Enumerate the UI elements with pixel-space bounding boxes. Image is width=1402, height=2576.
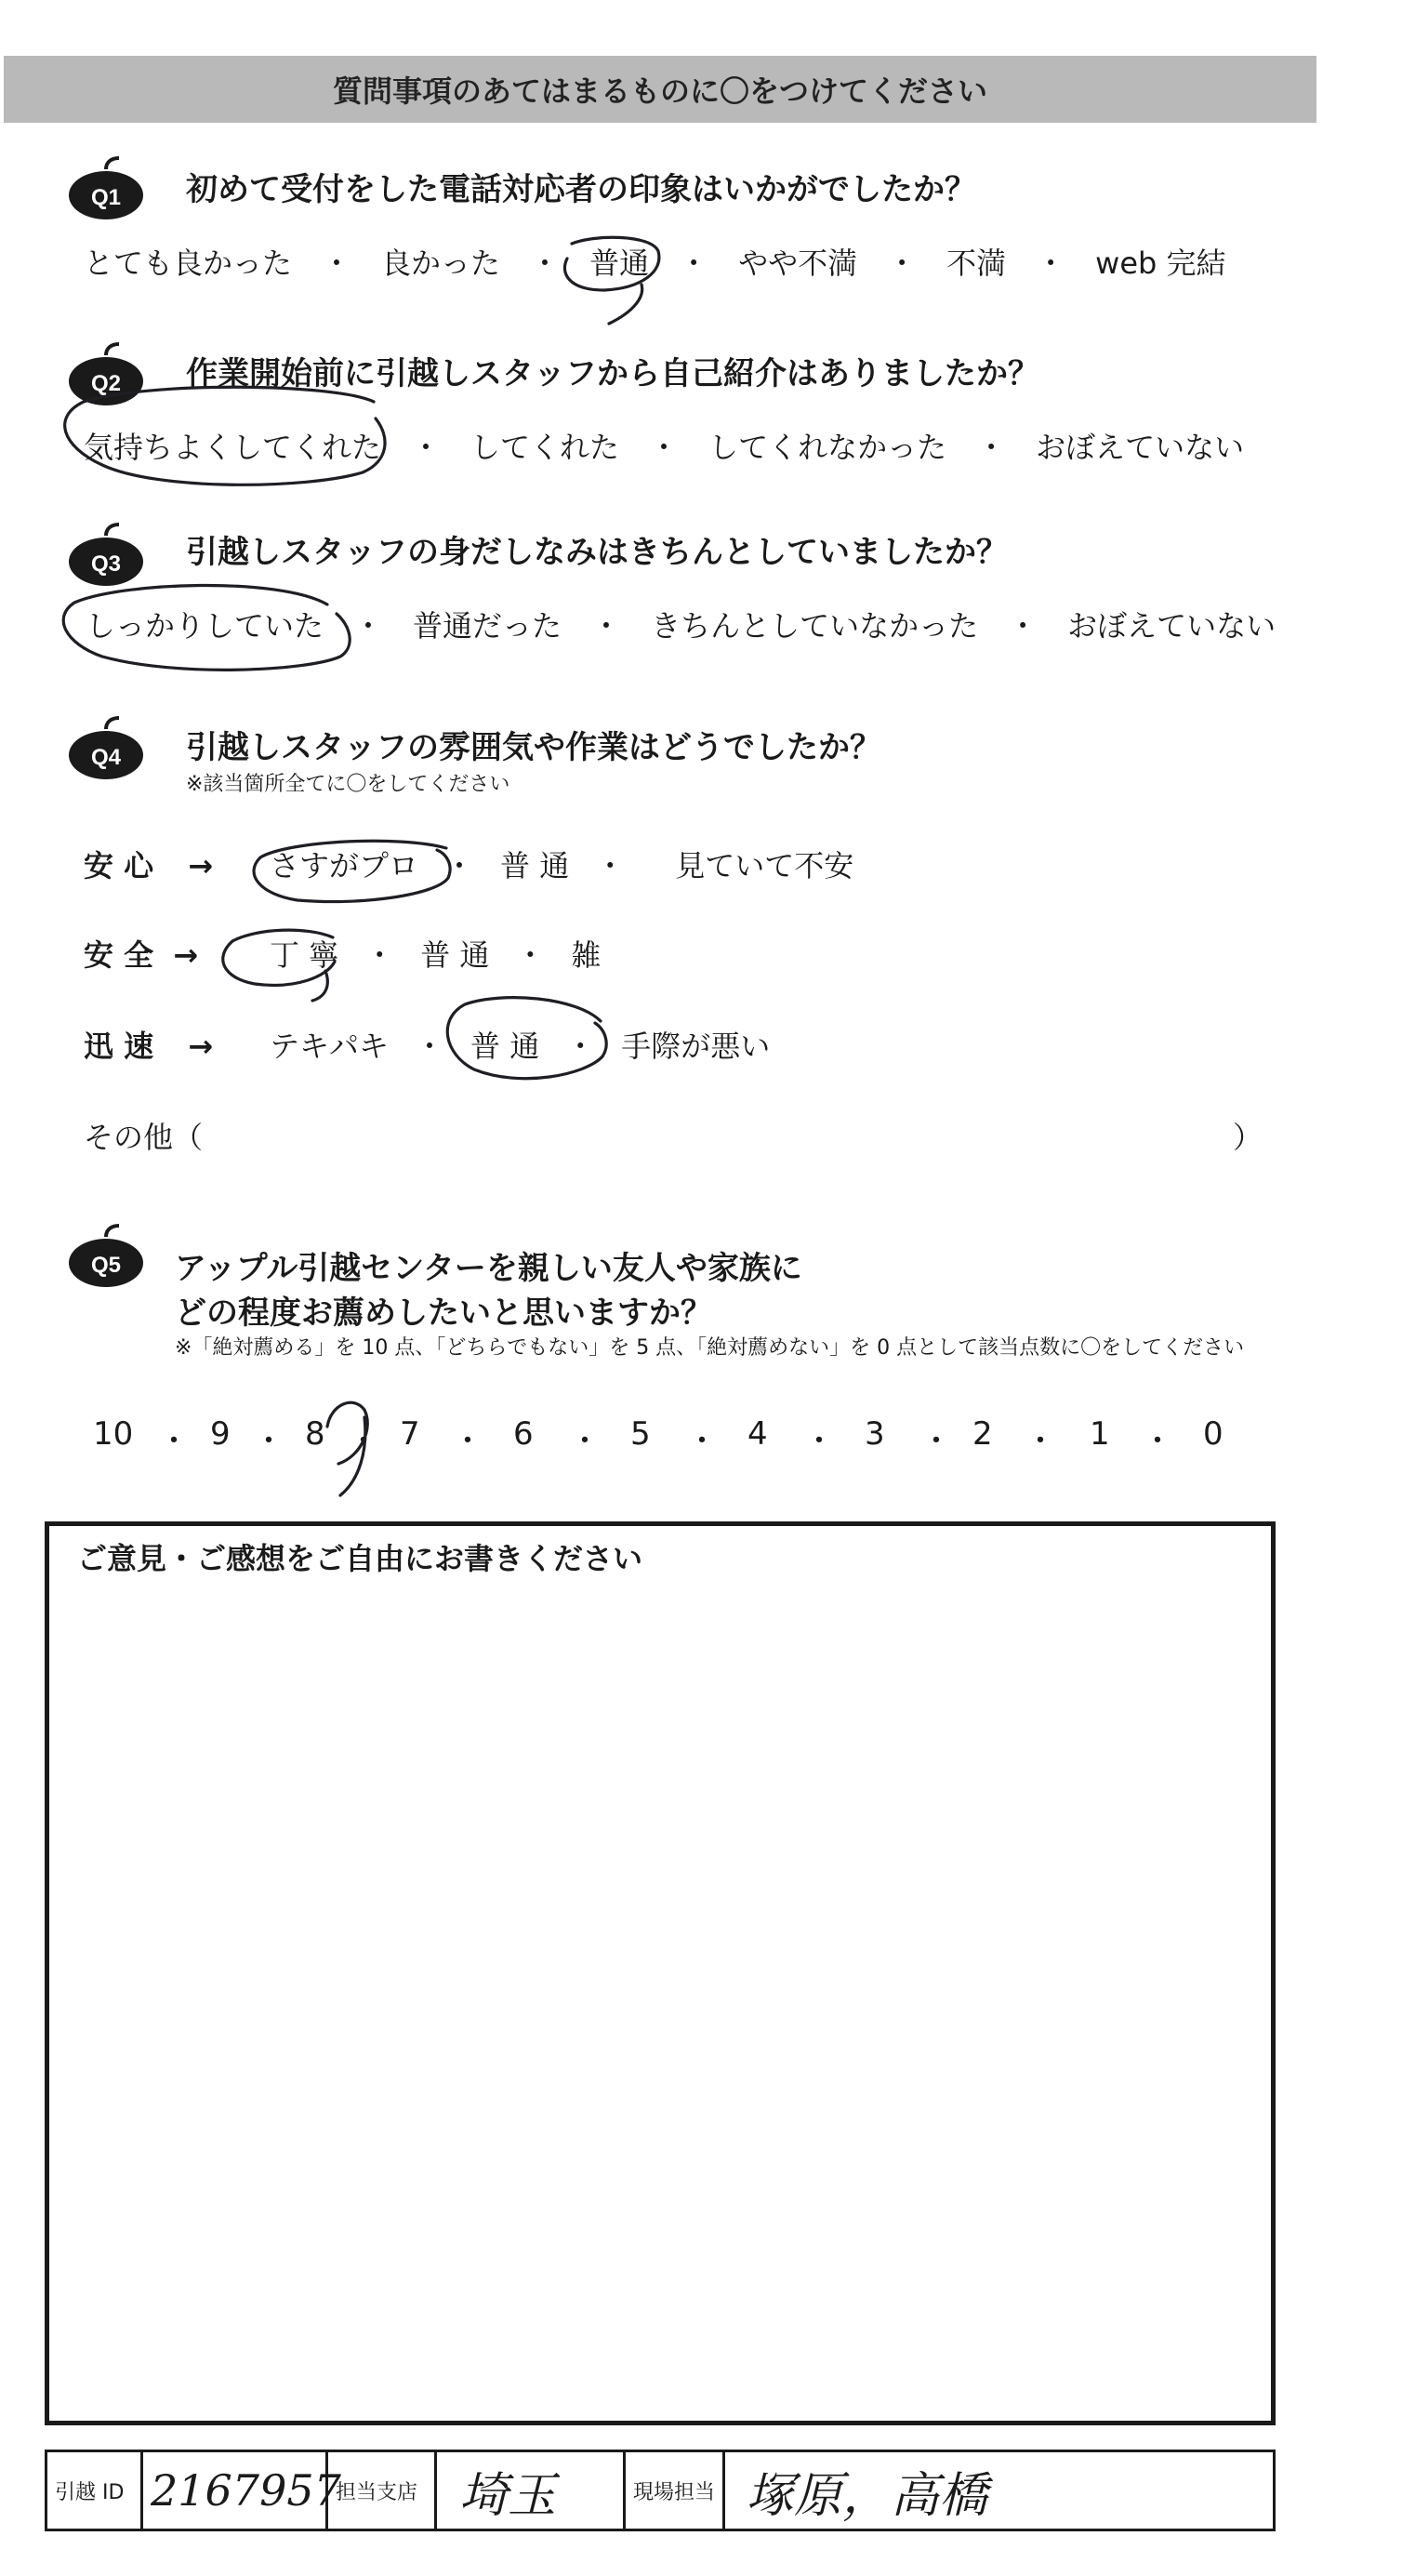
badge-label: Q3 bbox=[90, 551, 122, 577]
apple-badge-icon bbox=[65, 1224, 147, 1289]
score-option[interactable]: 1 bbox=[1090, 1415, 1110, 1453]
question-title: 初めて受付をした電話対応者の印象はいかがでしたか？ bbox=[186, 171, 976, 208]
option[interactable]: テキパキ bbox=[270, 1029, 390, 1064]
q3-options: しっかりしていた ・ 普通だった ・ きちんとしていなかった ・ おぼえていない bbox=[86, 603, 1276, 645]
option[interactable]: とても良かった bbox=[84, 246, 293, 281]
move-id-label: 引越 ID bbox=[55, 2480, 125, 2504]
staff-label: 現場担当 bbox=[633, 2480, 716, 2504]
row-options: 丁 寧 ・ 普 通 ・ 雑 bbox=[270, 932, 601, 975]
option-selected[interactable]: しっかりしていた bbox=[86, 608, 324, 644]
apple-badge-icon bbox=[65, 156, 147, 221]
question-title-line1: アップル引越センターを親しい友人や家族に bbox=[175, 1250, 802, 1287]
option[interactable]: 普 通 bbox=[420, 937, 490, 973]
option[interactable]: 普 通 bbox=[500, 848, 570, 883]
question-title: 引越しスタッフの身だしなみはきちんとしていましたか？ bbox=[186, 534, 1008, 571]
q2-options: 気持ちよくしてくれた ・ してくれた ・ してくれなかった ・ おぼえていない bbox=[84, 424, 1244, 467]
apple-badge-icon bbox=[65, 716, 147, 781]
move-id-label-cell bbox=[47, 2452, 143, 2529]
branch-value-cell[interactable] bbox=[437, 2452, 626, 2529]
move-id-value-cell[interactable] bbox=[143, 2452, 341, 2529]
apple-badge-icon bbox=[65, 523, 147, 588]
score-scale: 10 ・ 9 ・ 8 ・ 7 ・ 6 ・ 5 ・ 4 ・ 3 ・ 2 ・ 1 ・ 0 bbox=[93, 1415, 1231, 1461]
row-label-text: 安 全 bbox=[84, 937, 154, 973]
footer-table bbox=[45, 2450, 1276, 2531]
score-option[interactable]: 2 bbox=[972, 1415, 993, 1453]
option-selected[interactable]: さすがプロ bbox=[270, 848, 419, 883]
option[interactable]: してくれた bbox=[470, 430, 620, 465]
score-option[interactable]: 7 bbox=[400, 1415, 420, 1453]
branch-label: 担当支店 bbox=[336, 2480, 418, 2504]
option[interactable]: 普通だった bbox=[413, 608, 562, 644]
score-option-selected[interactable]: 8 bbox=[305, 1415, 325, 1453]
question-title-line2: どの程度お薦めしたいと思いますか？ bbox=[175, 1295, 712, 1332]
header-banner bbox=[4, 56, 1316, 123]
option[interactable]: 見ていて不安 bbox=[675, 848, 854, 883]
comments-box[interactable] bbox=[45, 1521, 1276, 2425]
score-option[interactable]: 4 bbox=[747, 1415, 768, 1453]
option[interactable]: 良かった bbox=[381, 246, 501, 281]
q1-options: とても良かった ・ 良かった ・ 普通 ・ やや不満 ・ 不満 ・ web 完結 bbox=[84, 240, 1226, 283]
staff-value[interactable]: 塚原，高橋 bbox=[746, 2467, 988, 2524]
question-title: 作業開始前に引越しスタッフから自己紹介はありましたか？ bbox=[186, 355, 1039, 392]
other-row bbox=[84, 1114, 203, 1157]
row-label bbox=[84, 1023, 213, 1066]
option[interactable]: 不満 bbox=[946, 246, 1007, 281]
move-id-value[interactable]: 2167957 bbox=[151, 2465, 341, 2516]
row-options: テキパキ ・ 普 通 ・ 手際が悪い bbox=[270, 1023, 770, 1066]
badge-label: Q2 bbox=[90, 371, 122, 396]
comments-title: ご意見・ご感想をご自由にお書きください bbox=[77, 1541, 643, 1576]
question-note: ※「絶対薦める」を 10 点、「どちらでもない」を 5 点、「絶対薦めない」を 0 点として該当点数に〇をしてください bbox=[175, 1336, 1245, 1360]
other-close-paren: ） bbox=[1233, 1120, 1263, 1155]
option-selected[interactable]: 気持ちよくしてくれた bbox=[84, 430, 382, 465]
staff-value-cell[interactable] bbox=[725, 2452, 1273, 2529]
option-selected[interactable]: 普通 bbox=[589, 246, 650, 281]
option[interactable]: してくれなかった bbox=[708, 430, 947, 465]
question-title: 引越しスタッフの雰囲気や作業はどうでしたか？ bbox=[186, 729, 881, 766]
branch-value[interactable]: 埼玉 bbox=[459, 2467, 557, 2524]
option[interactable]: やや不満 bbox=[738, 246, 858, 281]
header-title: 質問事項のあてはまるものに〇をつけてください bbox=[332, 73, 987, 109]
score-option[interactable]: 5 bbox=[630, 1415, 651, 1453]
option[interactable]: きちんとしていなかった bbox=[651, 608, 979, 644]
question-note: ※該当箇所全てに〇をしてください bbox=[186, 773, 510, 796]
option[interactable]: web 完結 bbox=[1095, 246, 1226, 281]
option[interactable]: おぼえていない bbox=[1067, 608, 1276, 644]
row-label bbox=[84, 843, 213, 885]
option[interactable]: おぼえていない bbox=[1036, 430, 1245, 465]
arrow-icon: → bbox=[173, 937, 199, 973]
branch-label-cell bbox=[328, 2452, 437, 2529]
score-option[interactable]: 6 bbox=[513, 1415, 534, 1453]
staff-label-cell bbox=[626, 2452, 725, 2529]
row-label-text: 迅 速 bbox=[84, 1029, 154, 1064]
option[interactable]: 手際が悪い bbox=[621, 1029, 771, 1064]
other-label: その他（ bbox=[84, 1120, 204, 1155]
option-selected[interactable]: 丁 寧 bbox=[270, 937, 339, 973]
option[interactable]: 雑 bbox=[571, 937, 602, 973]
score-option[interactable]: 9 bbox=[210, 1415, 231, 1453]
row-label bbox=[84, 932, 198, 975]
score-option[interactable]: 3 bbox=[865, 1415, 885, 1453]
arrow-icon: → bbox=[188, 1029, 214, 1064]
other-close bbox=[1233, 1114, 1263, 1157]
comments-value[interactable] bbox=[77, 1591, 1243, 2402]
badge-label: Q4 bbox=[90, 745, 122, 770]
row-options: さすがプロ ・ 普 通 ・ 見ていて不安 bbox=[270, 843, 853, 885]
arrow-icon: → bbox=[188, 848, 214, 883]
row-label-text: 安 心 bbox=[84, 848, 154, 883]
option-selected[interactable]: 普 通 bbox=[470, 1029, 540, 1064]
score-option[interactable]: 10 bbox=[93, 1415, 134, 1453]
apple-badge-icon bbox=[65, 342, 147, 407]
badge-label: Q1 bbox=[90, 185, 122, 210]
badge-label: Q5 bbox=[90, 1253, 122, 1278]
score-option[interactable]: 0 bbox=[1203, 1415, 1223, 1453]
